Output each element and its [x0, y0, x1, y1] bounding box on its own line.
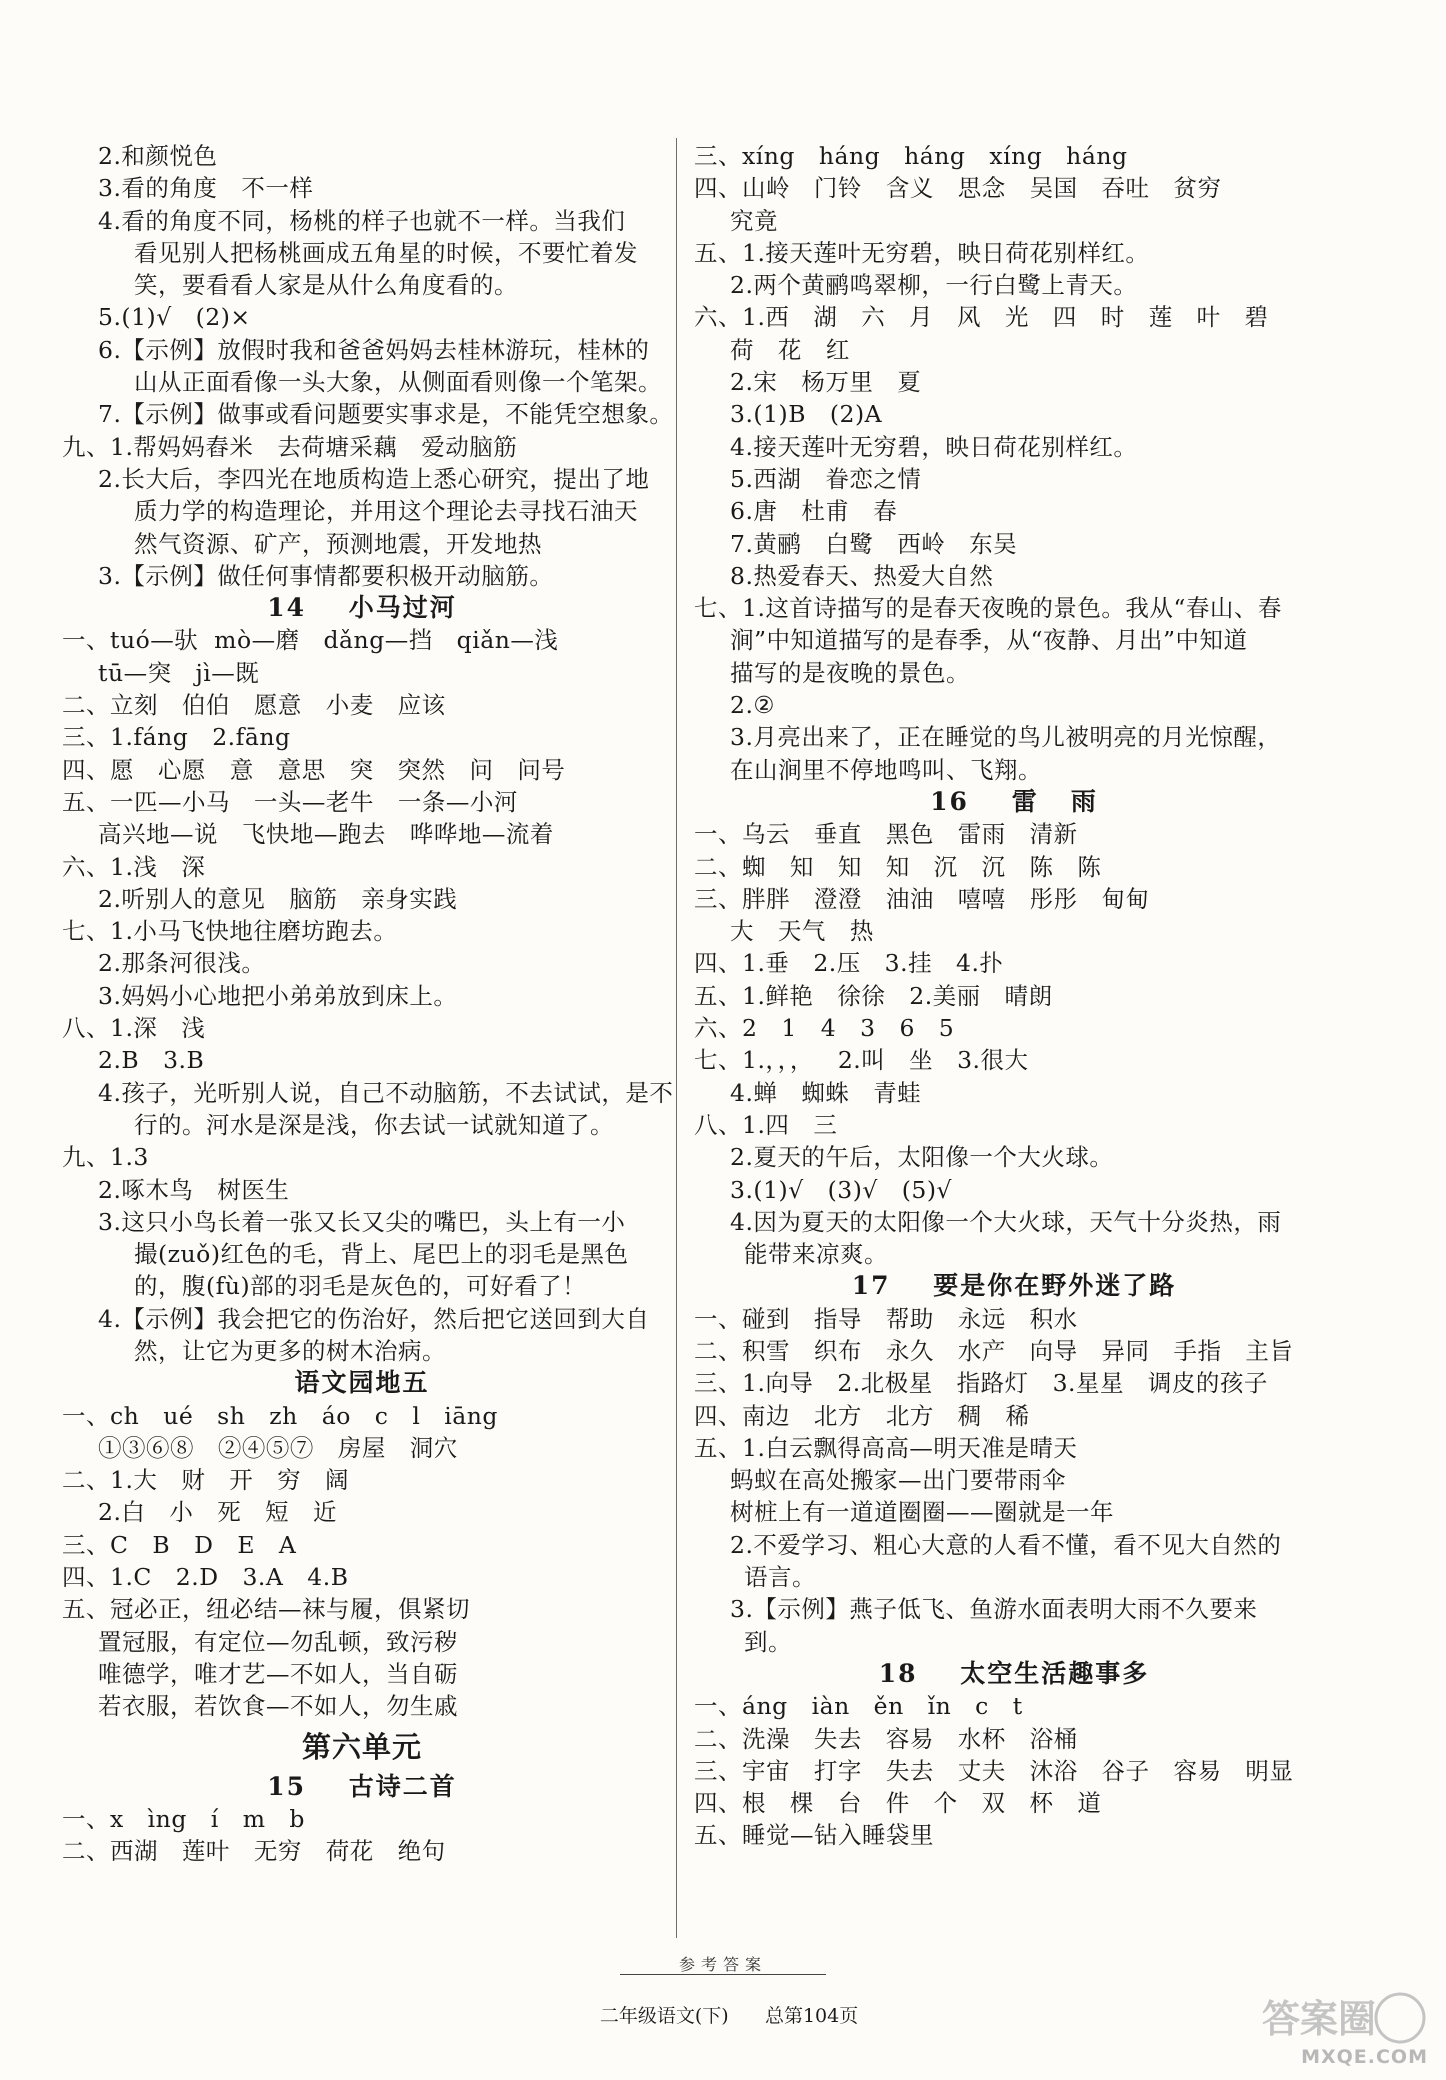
- unit-title: 第六单元: [301, 1729, 422, 1764]
- section-title: 18 太空生活趣事多: [878, 1658, 1150, 1688]
- answer-line: 看见别人把杨桃画成五角星的时候，不要忙着发: [134, 238, 638, 267]
- answer-line: 九、1.帮妈妈舂米 去荷塘采藕 爱动脑筋: [62, 432, 518, 461]
- answer-line: 树桩上有一道道圈圈——圈就是一年: [730, 1498, 1114, 1527]
- answer-line: 描写的是夜晚的景色。: [730, 658, 970, 687]
- answer-line: 6.【示例】放假时我和爸爸妈妈去桂林游玩，桂林的: [98, 335, 650, 364]
- watermark-logo-icon: [1258, 1990, 1428, 2046]
- section-title: 17 要是你在野外迷了路: [851, 1271, 1177, 1301]
- answer-line: 唯德学，唯才艺—不如人，当自砺: [98, 1659, 458, 1688]
- section-title: 16 雷 雨: [930, 786, 1098, 816]
- answer-line: 4.因为夏天的太阳像一个大火球，天气十分炎热，雨: [730, 1207, 1282, 1236]
- footer-page-number: 总第104页: [764, 2005, 859, 2027]
- answer-line: 五、1.接天莲叶无穷碧，映日荷花别样红。: [694, 238, 1150, 267]
- answer-line: 7.黄鹂 白鹭 西岭 东吴: [730, 529, 1018, 558]
- answer-line: 一、tuó—驮 mò—磨 dǎng—挡 qiǎn—浅: [62, 626, 559, 655]
- answer-line: 3.这只小鸟长着一张又长又尖的嘴巴，头上有一小: [98, 1207, 626, 1236]
- footer-header: 参考答案: [678, 1955, 767, 1974]
- answer-line: 2.啄木鸟 树医生: [98, 1175, 290, 1204]
- answer-line: 五、一匹—小马 一头—老牛 一条—小河: [62, 787, 518, 816]
- answer-line: 五、冠必正，纽必结—袜与履，俱紧切: [62, 1595, 470, 1624]
- answer-line: 2.B 3.B: [98, 1046, 205, 1075]
- answer-line: 4.看的角度不同，杨桃的样子也就不一样。当我们: [98, 206, 626, 235]
- answer-line: 二、1.大 财 开 穷 阔: [62, 1466, 350, 1495]
- answer-line: 然，让它为更多的树木治病。: [134, 1336, 446, 1365]
- watermark-logo-text: 答案圈: [1262, 1997, 1377, 2041]
- answer-line: 然气资源、矿产，预测地震，开发地热: [134, 529, 542, 558]
- answer-line: 在山涧里不停地鸣叫、飞翔。: [730, 755, 1042, 784]
- answer-line: 五、睡觉—钻入睡袋里: [694, 1821, 934, 1850]
- answer-line: 山从正面看像一头大象，从侧面看则像一个笔架。: [134, 368, 662, 397]
- answer-line: 2.听别人的意见 脑筋 亲身实践: [98, 884, 458, 913]
- answer-line: 5.西湖 眷恋之情: [730, 464, 922, 493]
- answer-line: 行的。河水是深是浅，你去试一试就知道了。: [134, 1110, 614, 1139]
- answer-line: 三、C B D E A: [62, 1530, 297, 1559]
- answer-line: 六、1.西 湖 六 月 风 光 四 时 莲 叶 碧: [694, 303, 1269, 332]
- answer-line: 的，腹(fù)部的羽毛是灰色的，可好看了！: [134, 1272, 587, 1301]
- answer-line: 高兴地—说 飞快地—跑去 哗哗地—流着: [98, 820, 554, 849]
- answer-line: 一、碰到 指导 帮助 永远 积水: [694, 1304, 1078, 1333]
- answer-line: 二、立刻 伯伯 愿意 小麦 应该: [62, 691, 446, 720]
- footer-page-info: [0, 1979, 1446, 2028]
- answer-line: 三、xíng háng háng xíng háng: [694, 142, 1128, 170]
- answer-line: 3.(1)B (2)A: [730, 400, 883, 429]
- answer-line: 蚂蚁在高处搬家—出门要带雨伞: [730, 1466, 1066, 1495]
- answer-line: 究竟: [730, 206, 778, 235]
- answer-line: 七、1.这首诗描写的是春天夜晚的景色。我从“春山、春: [694, 594, 1282, 623]
- section-title: 语文园地五: [294, 1368, 430, 1398]
- footer-grade: 二年级语文(下): [599, 2005, 729, 2027]
- answer-line: 四、1.垂 2.压 3.挂 4.扑: [694, 949, 1004, 978]
- answer-line: 8.热爱春天、热爱大自然: [730, 561, 994, 590]
- answer-line: 二、洗澡 失去 容易 水杯 浴桶: [694, 1724, 1078, 1753]
- answer-line: ①③⑥⑧ ②④⑤⑦ 房屋 洞穴: [98, 1433, 458, 1462]
- answer-line: 六、1.浅 深: [62, 852, 206, 881]
- footer-rule: [620, 1974, 826, 1975]
- answer-line: 2.那条河很浅。: [98, 949, 266, 978]
- answer-line: 2.不爱学习、粗心大意的人看不懂，看不见大自然的: [730, 1530, 1282, 1559]
- answer-line: 质力学的构造理论，并用这个理论去寻找石油天: [134, 497, 638, 526]
- answer-line: 4.蝉 蜘蛛 青蛙: [730, 1078, 922, 1107]
- answer-line: 能带来凉爽。: [744, 1240, 888, 1269]
- answer-line: 大 天气 热: [730, 917, 874, 946]
- answer-line: 2.②: [730, 691, 775, 720]
- answer-line: 四、愿 心愿 意 意思 突 突然 问 问号: [62, 755, 566, 784]
- answer-line: 七、1.小马飞快地往磨坊跑去。: [62, 917, 398, 946]
- answer-line: 二、积雪 织布 永久 水产 向导 异同 手指 主旨: [694, 1336, 1294, 1365]
- answer-line: 3.月亮出来了，正在睡觉的鸟儿被明亮的月光惊醒，: [730, 723, 1282, 752]
- answer-line: 一、ch ué sh zh áo c l iāng: [62, 1401, 498, 1430]
- answer-line: 笑，要看看人家是从什么角度看的。: [134, 271, 518, 300]
- answer-line: 3.(1)√ (3)√ (5)√: [730, 1175, 953, 1204]
- answer-line: 五、1.鲜艳 徐徐 2.美丽 晴朗: [694, 981, 1053, 1010]
- answer-line: 2.和颜悦色: [98, 142, 218, 170]
- answer-line: 四、根 棵 台 件 个 双 杯 道: [694, 1789, 1102, 1818]
- answer-line: 一、x ìng í m b: [62, 1804, 305, 1833]
- answer-line: 3.【示例】燕子低飞、鱼游水面表明大雨不久要来: [730, 1595, 1258, 1624]
- answer-line: 七、1.，，， 2.叫 坐 3.很大: [694, 1046, 1029, 1075]
- answer-line: 一、áng iàn ěn ǐn c t: [694, 1692, 1023, 1721]
- watermark-url: MXQE.COM: [1301, 2046, 1428, 2068]
- answer-line: 五、1.白云飘得高高—明天准是晴天: [694, 1433, 1078, 1462]
- answer-line: tū—突 jì—既: [98, 658, 260, 687]
- answer-line: 三、1.fáng 2.fāng: [62, 723, 291, 752]
- answer-line: 三、1.向导 2.北极星 指路灯 3.星星 调皮的孩子: [694, 1369, 1268, 1398]
- answer-line: 4.孩子，光听别人说，自己不动脑筋，不去试试，是不: [98, 1078, 674, 1107]
- answer-line: 4.【示例】我会把它的伤治好，然后把它送回到大自: [98, 1304, 650, 1333]
- right-column: [694, 140, 1334, 1852]
- answer-line: 三、胖胖 澄澄 油油 嘻嘻 彤彤 甸甸: [694, 884, 1150, 913]
- answer-line: 四、1.C 2.D 3.A 4.B: [62, 1563, 349, 1592]
- answer-line: 若衣服，若饮食—不如人，勿生戚: [98, 1692, 458, 1721]
- answer-line: 六、2 1 4 3 6 5: [694, 1014, 955, 1043]
- answer-line: 5.(1)√ (2)×: [98, 303, 251, 332]
- answer-line: 二、西湖 莲叶 无穷 荷花 绝句: [62, 1837, 446, 1866]
- answer-line: 二、蜘 知 知 知 沉 沉 陈 陈: [694, 852, 1102, 881]
- section-title: 15 古诗二首: [267, 1771, 457, 1801]
- answer-line: 撮(zuǒ)红色的毛，背上、尾巴上的羽毛是黑色: [134, 1240, 629, 1269]
- answer-line: 3.看的角度 不一样: [98, 174, 314, 203]
- answer-line: 2.宋 杨万里 夏: [730, 368, 922, 397]
- answer-line: 2.夏天的午后，太阳像一个大火球。: [730, 1143, 1114, 1172]
- answer-line: 4.接天莲叶无穷碧，映日荷花别样红。: [730, 432, 1138, 461]
- left-column: [62, 140, 674, 1867]
- answer-line: 3.【示例】做任何事情都要积极开动脑筋。: [98, 561, 554, 590]
- column-divider: [676, 138, 677, 1938]
- answer-line: 四、南边 北方 北方 稠 稀: [694, 1401, 1030, 1430]
- answer-line: 6.唐 杜甫 春: [730, 497, 898, 526]
- watermark: [1254, 1990, 1434, 2070]
- answer-line: 荷 花 红: [730, 335, 850, 364]
- answer-line: 到。: [744, 1627, 792, 1656]
- answer-line: 置冠服，有定位—勿乱顿，致污秽: [98, 1627, 458, 1656]
- answer-line: 7.【示例】做事或看问题要实事求是，不能凭空想象。: [98, 400, 674, 429]
- answer-line: 2.长大后，李四光在地质构造上悉心研究，提出了地: [98, 464, 650, 493]
- answer-line: 一、乌云 垂直 黑色 雷雨 清新: [694, 820, 1078, 849]
- answer-line: 四、山岭 门铃 含义 思念 吴国 吞吐 贫穷: [694, 174, 1222, 203]
- answer-line: 八、1.深 浅: [62, 1014, 206, 1043]
- answer-line: 3.妈妈小心地把小弟弟放到床上。: [98, 981, 458, 1010]
- answer-line: 语言。: [744, 1563, 816, 1592]
- answer-line: 九、1.3: [62, 1143, 149, 1172]
- answer-line: 2.两个黄鹂鸣翠柳，一行白鹭上青天。: [730, 271, 1138, 300]
- answer-line: 涧”中知道描写的是春季，从“夜静、月出”中知道: [730, 626, 1248, 655]
- answer-line: 八、1.四 三: [694, 1110, 838, 1139]
- footer-spacer: [729, 2005, 765, 2027]
- answer-line: 三、宇宙 打字 失去 丈夫 沐浴 谷子 容易 明显: [694, 1756, 1294, 1785]
- answer-line: 2.白 小 死 短 近: [98, 1498, 338, 1527]
- section-title: 14 小马过河: [267, 593, 457, 623]
